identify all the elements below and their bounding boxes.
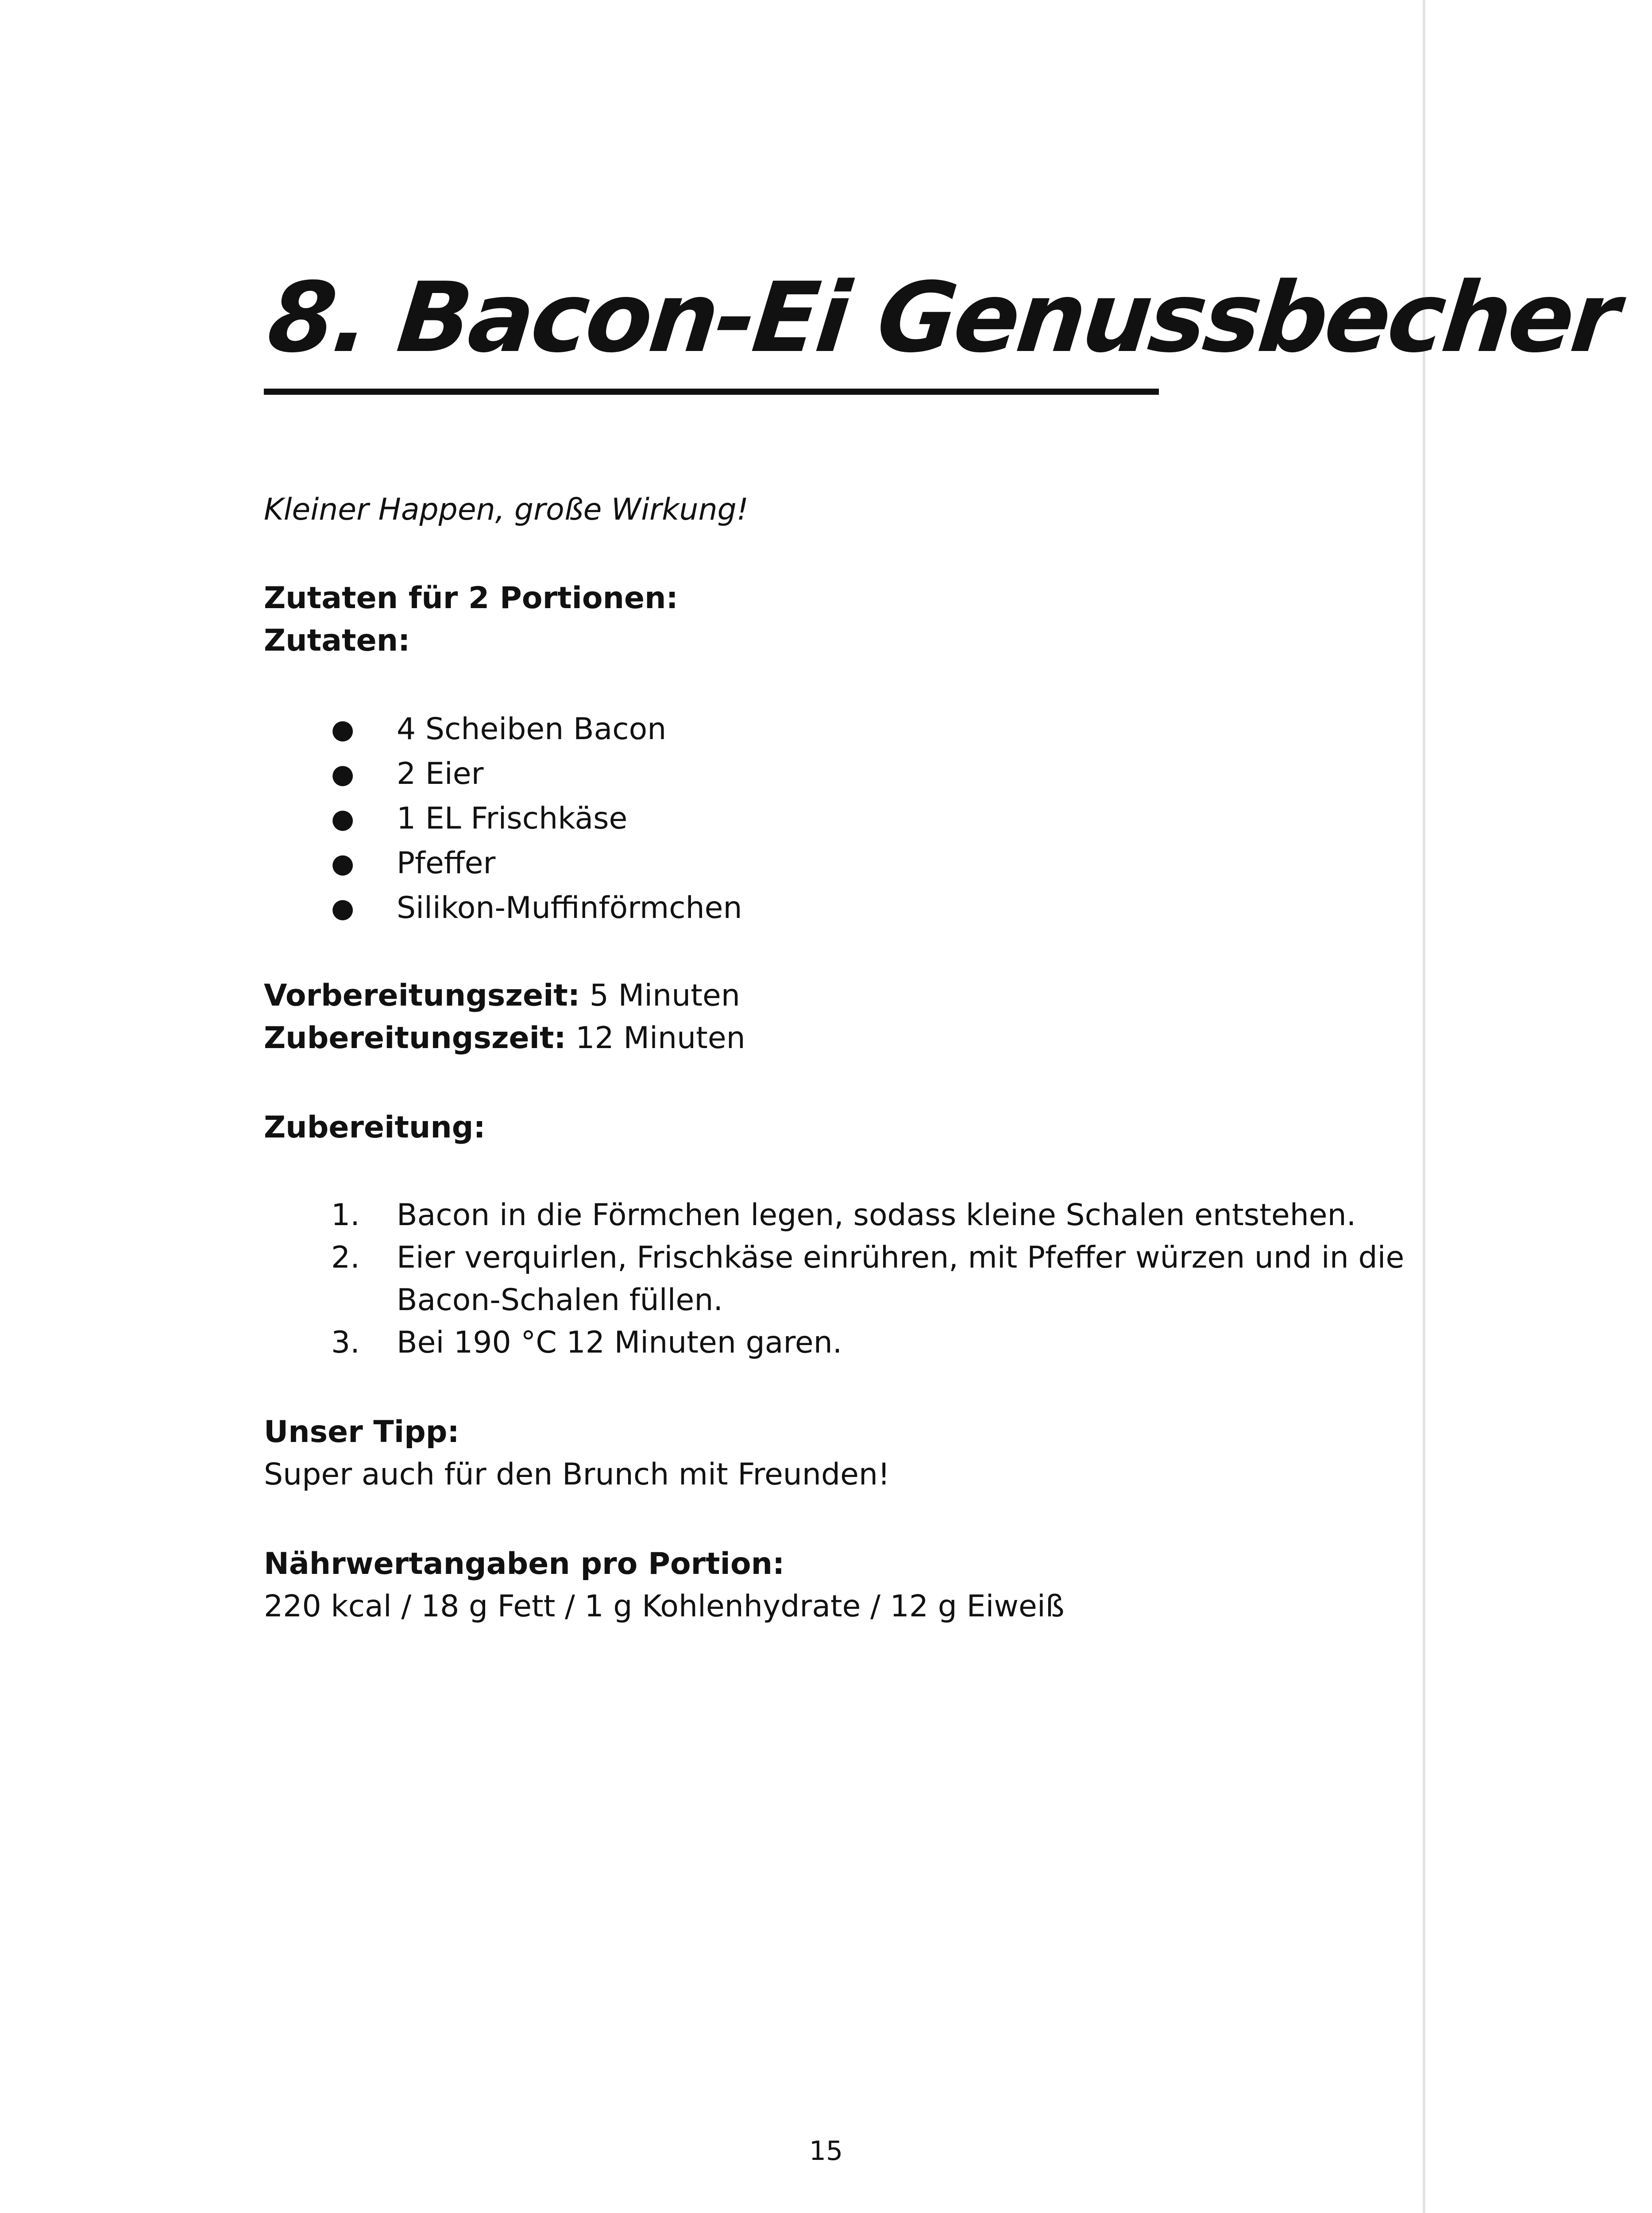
prep-time-value: 5 Minuten <box>589 978 740 1013</box>
bullet-icon: ● <box>331 803 355 834</box>
step-text: Bei 190 °C 12 Minuten garen. <box>397 1325 842 1360</box>
ingredient-text: Pfeffer <box>397 846 496 881</box>
ingredient-text: 2 Eier <box>397 756 484 791</box>
tip-text: Super auch für den Brunch mit Freunden! <box>264 1457 890 1492</box>
nutrition-heading: Nährwertangaben pro Portion: <box>264 1546 785 1581</box>
ingredient-text: 1 EL Frischkäse <box>397 801 628 836</box>
bullet-icon: ● <box>331 759 355 790</box>
step-text: Bacon in die Förmchen legen, sodass kleine Schalen entstehen. <box>397 1198 1356 1233</box>
nutrition-text: 220 kcal / 18 g Fett / 1 g Kohlenhydrate / 12 g Eiweiß <box>264 1589 1065 1624</box>
servings-heading: Zutaten für 2 Portionen: <box>264 581 678 616</box>
prep-time <box>264 975 740 1017</box>
step-text: Bacon-Schalen füllen. <box>397 1283 723 1318</box>
recipe-subtitle: Kleiner Happen, große Wirkung! <box>264 492 749 527</box>
step-text: Eier verquirlen, Frischkäse einrühren, mit Pfeffer würzen und in die <box>397 1240 1405 1275</box>
prep-time-label: Vorbereitungszeit: <box>264 978 580 1013</box>
step-number: 3. <box>331 1325 360 1360</box>
bullet-icon: ● <box>331 848 355 879</box>
step-number: 1. <box>331 1198 360 1233</box>
tip-heading: Unser Tipp: <box>264 1415 459 1450</box>
step-number: 2. <box>331 1240 360 1275</box>
ingredient-text: 4 Scheiben Bacon <box>397 712 667 747</box>
ingredients-heading: Zutaten: <box>264 623 410 658</box>
method-heading: Zubereitung: <box>264 1110 486 1145</box>
recipe-title: 8. Bacon-Ei Genussbecher <box>263 262 1623 374</box>
page-number: 15 <box>809 2136 843 2167</box>
title-underline <box>264 389 1159 395</box>
bullet-icon: ● <box>331 893 355 924</box>
cook-time-label: Zubereitungszeit: <box>264 1021 566 1056</box>
cook-time-value: 12 Minuten <box>575 1021 745 1056</box>
ingredient-text: Silikon-Muffinförmchen <box>397 891 742 925</box>
cook-time <box>264 1017 745 1060</box>
bullet-icon: ● <box>331 714 355 745</box>
